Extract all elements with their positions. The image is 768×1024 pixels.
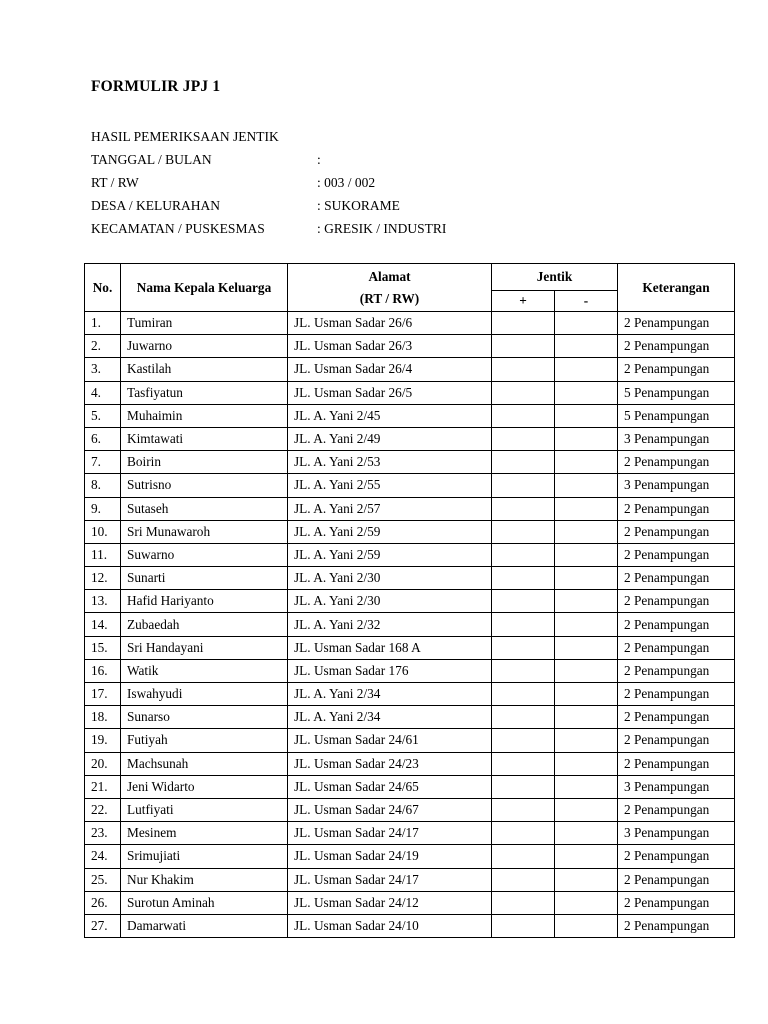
cell-no: 26. bbox=[85, 891, 121, 914]
cell-alamat: JL. Usman Sadar 24/10 bbox=[288, 914, 492, 937]
cell-jentik-plus bbox=[492, 775, 555, 798]
cell-keterangan: 2 Penampungan bbox=[618, 659, 735, 682]
table-row bbox=[85, 868, 735, 891]
cell-alamat: JL. Usman Sadar 24/19 bbox=[288, 845, 492, 868]
table-row bbox=[85, 404, 735, 427]
cell-no: 7. bbox=[85, 451, 121, 474]
cell-jentik-plus bbox=[492, 659, 555, 682]
cell-jentik-plus bbox=[492, 474, 555, 497]
cell-nama: Juwarno bbox=[121, 335, 288, 358]
cell-keterangan: 2 Penampungan bbox=[618, 335, 735, 358]
form-info bbox=[91, 126, 446, 240]
table-row bbox=[85, 636, 735, 659]
cell-keterangan: 2 Penampungan bbox=[618, 868, 735, 891]
cell-keterangan: 2 Penampungan bbox=[618, 543, 735, 566]
cell-keterangan: 2 Penampungan bbox=[618, 497, 735, 520]
info-label: RT / RW bbox=[91, 174, 139, 190]
cell-no: 4. bbox=[85, 381, 121, 404]
cell-jentik-plus bbox=[492, 451, 555, 474]
cell-nama: Tumiran bbox=[121, 312, 288, 335]
cell-keterangan: 5 Penampungan bbox=[618, 404, 735, 427]
cell-jentik-minus bbox=[555, 683, 618, 706]
cell-keterangan: 3 Penampungan bbox=[618, 775, 735, 798]
cell-keterangan: 2 Penampungan bbox=[618, 798, 735, 821]
cell-keterangan: 2 Penampungan bbox=[618, 636, 735, 659]
cell-jentik-minus bbox=[555, 381, 618, 404]
cell-no: 5. bbox=[85, 404, 121, 427]
table-row bbox=[85, 497, 735, 520]
cell-jentik-plus bbox=[492, 358, 555, 381]
cell-jentik-plus bbox=[492, 590, 555, 613]
cell-nama: Lutfiyati bbox=[121, 798, 288, 821]
cell-keterangan: 2 Penampungan bbox=[618, 891, 735, 914]
cell-no: 17. bbox=[85, 683, 121, 706]
cell-nama: Srimujiati bbox=[121, 845, 288, 868]
table-row bbox=[85, 358, 735, 381]
cell-jentik-minus bbox=[555, 335, 618, 358]
cell-jentik-plus bbox=[492, 520, 555, 543]
cell-alamat: JL. Usman Sadar 24/23 bbox=[288, 752, 492, 775]
cell-jentik-minus bbox=[555, 543, 618, 566]
table-row bbox=[85, 335, 735, 358]
info-value: : bbox=[317, 152, 321, 168]
cell-jentik-minus bbox=[555, 497, 618, 520]
cell-nama: Kimtawati bbox=[121, 427, 288, 450]
cell-nama: Damarwati bbox=[121, 914, 288, 937]
table-row bbox=[85, 659, 735, 682]
cell-nama: Muhaimin bbox=[121, 404, 288, 427]
cell-no: 15. bbox=[85, 636, 121, 659]
cell-no: 2. bbox=[85, 335, 121, 358]
cell-no: 1. bbox=[85, 312, 121, 335]
cell-nama: Sunarti bbox=[121, 567, 288, 590]
cell-jentik-minus bbox=[555, 358, 618, 381]
cell-keterangan: 2 Penampungan bbox=[618, 312, 735, 335]
cell-alamat: JL. A. Yani 2/30 bbox=[288, 567, 492, 590]
cell-no: 20. bbox=[85, 752, 121, 775]
cell-jentik-minus bbox=[555, 752, 618, 775]
cell-nama: Futiyah bbox=[121, 729, 288, 752]
header-nama: Nama Kepala Keluarga bbox=[121, 264, 288, 312]
cell-no: 22. bbox=[85, 798, 121, 821]
cell-alamat: JL. Usman Sadar 24/12 bbox=[288, 891, 492, 914]
cell-keterangan: 2 Penampungan bbox=[618, 590, 735, 613]
info-label: DESA / KELURAHAN bbox=[91, 197, 221, 213]
cell-jentik-plus bbox=[492, 567, 555, 590]
cell-jentik-minus bbox=[555, 798, 618, 821]
cell-nama: Sri Munawaroh bbox=[121, 520, 288, 543]
info-heading-row bbox=[91, 126, 446, 149]
cell-jentik-minus bbox=[555, 706, 618, 729]
cell-alamat: JL. A. Yani 2/49 bbox=[288, 427, 492, 450]
cell-jentik-plus bbox=[492, 706, 555, 729]
cell-no: 21. bbox=[85, 775, 121, 798]
cell-jentik-plus bbox=[492, 822, 555, 845]
cell-jentik-plus bbox=[492, 404, 555, 427]
cell-no: 27. bbox=[85, 914, 121, 937]
info-value: : SUKORAME bbox=[317, 197, 400, 213]
cell-keterangan: 2 Penampungan bbox=[618, 358, 735, 381]
cell-keterangan: 3 Penampungan bbox=[618, 427, 735, 450]
table-row bbox=[85, 775, 735, 798]
cell-alamat: JL. Usman Sadar 24/67 bbox=[288, 798, 492, 821]
cell-alamat: JL. A. Yani 2/53 bbox=[288, 451, 492, 474]
table-row bbox=[85, 798, 735, 821]
table-row bbox=[85, 914, 735, 937]
cell-jentik-plus bbox=[492, 752, 555, 775]
cell-jentik-minus bbox=[555, 427, 618, 450]
cell-nama: Tasfiyatun bbox=[121, 381, 288, 404]
cell-jentik-plus bbox=[492, 427, 555, 450]
cell-no: 23. bbox=[85, 822, 121, 845]
cell-jentik-plus bbox=[492, 845, 555, 868]
cell-jentik-plus bbox=[492, 381, 555, 404]
cell-alamat: JL. A. Yani 2/59 bbox=[288, 543, 492, 566]
cell-no: 19. bbox=[85, 729, 121, 752]
cell-jentik-minus bbox=[555, 775, 618, 798]
cell-no: 8. bbox=[85, 474, 121, 497]
cell-jentik-plus bbox=[492, 543, 555, 566]
cell-alamat: JL. Usman Sadar 24/17 bbox=[288, 868, 492, 891]
table-row bbox=[85, 752, 735, 775]
cell-alamat: JL. A. Yani 2/34 bbox=[288, 683, 492, 706]
cell-jentik-minus bbox=[555, 312, 618, 335]
cell-nama: Sri Handayani bbox=[121, 636, 288, 659]
cell-jentik-minus bbox=[555, 451, 618, 474]
cell-no: 24. bbox=[85, 845, 121, 868]
cell-no: 9. bbox=[85, 497, 121, 520]
cell-jentik-minus bbox=[555, 404, 618, 427]
cell-alamat: JL. Usman Sadar 26/3 bbox=[288, 335, 492, 358]
info-value: : 003 / 002 bbox=[317, 174, 376, 190]
cell-nama: Jeni Widarto bbox=[121, 775, 288, 798]
cell-alamat: JL. A. Yani 2/45 bbox=[288, 404, 492, 427]
cell-keterangan: 3 Penampungan bbox=[618, 822, 735, 845]
cell-jentik-minus bbox=[555, 914, 618, 937]
cell-jentik-minus bbox=[555, 891, 618, 914]
cell-alamat: JL. Usman Sadar 168 A bbox=[288, 636, 492, 659]
header-no: No. bbox=[85, 264, 121, 312]
cell-jentik-plus bbox=[492, 497, 555, 520]
cell-alamat: JL. A. Yani 2/32 bbox=[288, 613, 492, 636]
cell-keterangan: 2 Penampungan bbox=[618, 613, 735, 636]
table-row bbox=[85, 451, 735, 474]
header-jentik-plus: + bbox=[492, 291, 555, 312]
cell-keterangan: 2 Penampungan bbox=[618, 683, 735, 706]
table-header-row bbox=[85, 264, 735, 291]
cell-alamat: JL. A. Yani 2/55 bbox=[288, 474, 492, 497]
cell-jentik-minus bbox=[555, 636, 618, 659]
cell-nama: Iswahyudi bbox=[121, 683, 288, 706]
table-body bbox=[85, 312, 735, 938]
table-row bbox=[85, 845, 735, 868]
info-heading: HASIL PEMERIKSAAN JENTIK bbox=[91, 129, 279, 145]
cell-no: 11. bbox=[85, 543, 121, 566]
cell-no: 14. bbox=[85, 613, 121, 636]
cell-nama: Mesinem bbox=[121, 822, 288, 845]
cell-jentik-plus bbox=[492, 613, 555, 636]
cell-jentik-plus bbox=[492, 891, 555, 914]
cell-no: 10. bbox=[85, 520, 121, 543]
cell-keterangan: 2 Penampungan bbox=[618, 451, 735, 474]
info-label: TANGGAL / BULAN bbox=[91, 152, 212, 168]
cell-alamat: JL. A. Yani 2/59 bbox=[288, 520, 492, 543]
table-row bbox=[85, 520, 735, 543]
table-row bbox=[85, 381, 735, 404]
form-title: FORMULIR JPJ 1 bbox=[91, 78, 221, 95]
table-row bbox=[85, 891, 735, 914]
cell-jentik-plus bbox=[492, 683, 555, 706]
cell-no: 3. bbox=[85, 358, 121, 381]
table-row bbox=[85, 567, 735, 590]
cell-nama: Sutrisno bbox=[121, 474, 288, 497]
cell-keterangan: 2 Penampungan bbox=[618, 520, 735, 543]
cell-nama: Machsunah bbox=[121, 752, 288, 775]
cell-nama: Sunarso bbox=[121, 706, 288, 729]
cell-jentik-minus bbox=[555, 474, 618, 497]
cell-keterangan: 5 Penampungan bbox=[618, 381, 735, 404]
cell-keterangan: 2 Penampungan bbox=[618, 706, 735, 729]
header-jentik-minus: - bbox=[555, 291, 618, 312]
cell-alamat: JL. Usman Sadar 176 bbox=[288, 659, 492, 682]
cell-alamat: JL. Usman Sadar 26/5 bbox=[288, 381, 492, 404]
cell-nama: Suwarno bbox=[121, 543, 288, 566]
cell-jentik-minus bbox=[555, 729, 618, 752]
cell-no: 12. bbox=[85, 567, 121, 590]
cell-alamat: JL. A. Yani 2/57 bbox=[288, 497, 492, 520]
cell-jentik-plus bbox=[492, 914, 555, 937]
info-label: KECAMATAN / PUSKESMAS bbox=[91, 220, 265, 236]
header-alamat bbox=[288, 264, 492, 312]
info-value: : GRESIK / INDUSTRI bbox=[317, 220, 447, 236]
cell-nama: Nur Khakim bbox=[121, 868, 288, 891]
cell-keterangan: 2 Penampungan bbox=[618, 752, 735, 775]
cell-no: 18. bbox=[85, 706, 121, 729]
cell-jentik-minus bbox=[555, 822, 618, 845]
cell-jentik-plus bbox=[492, 335, 555, 358]
cell-no: 6. bbox=[85, 427, 121, 450]
table-row bbox=[85, 590, 735, 613]
table-row bbox=[85, 312, 735, 335]
cell-nama: Hafid Hariyanto bbox=[121, 590, 288, 613]
cell-nama: Surotun Aminah bbox=[121, 891, 288, 914]
cell-nama: Boirin bbox=[121, 451, 288, 474]
cell-keterangan: 2 Penampungan bbox=[618, 729, 735, 752]
cell-jentik-minus bbox=[555, 659, 618, 682]
cell-alamat: JL. Usman Sadar 26/6 bbox=[288, 312, 492, 335]
table-row bbox=[85, 427, 735, 450]
cell-keterangan: 2 Penampungan bbox=[618, 914, 735, 937]
info-row-kecamatan bbox=[91, 217, 446, 240]
table-row bbox=[85, 822, 735, 845]
cell-no: 16. bbox=[85, 659, 121, 682]
cell-jentik-minus bbox=[555, 845, 618, 868]
cell-jentik-minus bbox=[555, 520, 618, 543]
cell-keterangan: 3 Penampungan bbox=[618, 474, 735, 497]
cell-nama: Zubaedah bbox=[121, 613, 288, 636]
cell-jentik-plus bbox=[492, 636, 555, 659]
cell-jentik-plus bbox=[492, 798, 555, 821]
info-row-rt-rw bbox=[91, 172, 446, 195]
header-alamat-line2: (RT / RW) bbox=[359, 290, 420, 306]
header-alamat-line1: Alamat bbox=[368, 268, 411, 284]
info-row-tanggal bbox=[91, 149, 446, 172]
cell-keterangan: 2 Penampungan bbox=[618, 567, 735, 590]
table-row bbox=[85, 613, 735, 636]
table-row bbox=[85, 543, 735, 566]
cell-nama: Watik bbox=[121, 659, 288, 682]
table-row bbox=[85, 729, 735, 752]
info-row-desa bbox=[91, 194, 446, 217]
cell-jentik-plus bbox=[492, 868, 555, 891]
cell-jentik-minus bbox=[555, 590, 618, 613]
table-row bbox=[85, 474, 735, 497]
cell-jentik-minus bbox=[555, 567, 618, 590]
cell-jentik-plus bbox=[492, 729, 555, 752]
cell-no: 13. bbox=[85, 590, 121, 613]
header-jentik: Jentik bbox=[492, 264, 618, 291]
cell-jentik-plus bbox=[492, 312, 555, 335]
cell-alamat: JL. Usman Sadar 26/4 bbox=[288, 358, 492, 381]
header-keterangan: Keterangan bbox=[618, 264, 735, 312]
cell-nama: Sutaseh bbox=[121, 497, 288, 520]
cell-jentik-minus bbox=[555, 868, 618, 891]
cell-keterangan: 2 Penampungan bbox=[618, 845, 735, 868]
table-row bbox=[85, 683, 735, 706]
cell-nama: Kastilah bbox=[121, 358, 288, 381]
cell-alamat: JL. Usman Sadar 24/17 bbox=[288, 822, 492, 845]
jentik-table bbox=[84, 263, 735, 938]
table-row bbox=[85, 706, 735, 729]
cell-alamat: JL. Usman Sadar 24/65 bbox=[288, 775, 492, 798]
cell-jentik-minus bbox=[555, 613, 618, 636]
cell-alamat: JL. A. Yani 2/30 bbox=[288, 590, 492, 613]
cell-no: 25. bbox=[85, 868, 121, 891]
cell-alamat: JL. Usman Sadar 24/61 bbox=[288, 729, 492, 752]
cell-alamat: JL. A. Yani 2/34 bbox=[288, 706, 492, 729]
